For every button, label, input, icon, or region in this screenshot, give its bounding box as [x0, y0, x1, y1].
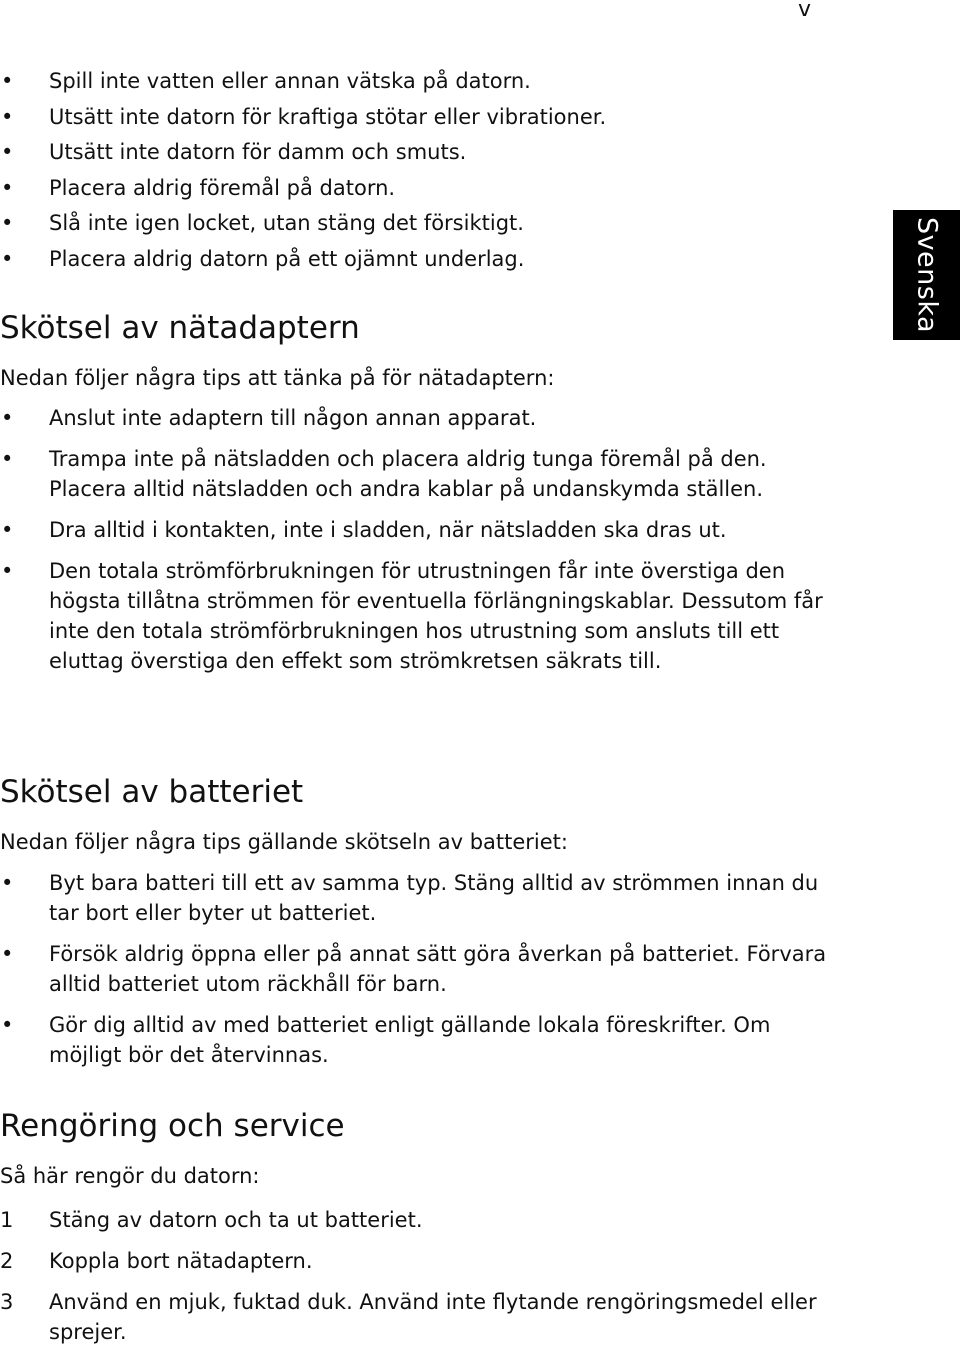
- section-intro-battery: Nedan följer några tips gällande skötseln av batteriet:: [0, 830, 568, 854]
- bullet-icon: •: [1, 69, 14, 93]
- bullet-icon: •: [1, 942, 14, 966]
- section-intro-adapter: Nedan följer några tips att tänka på för nätadaptern:: [0, 366, 555, 390]
- list-item: [0, 515, 830, 545]
- list-item: [0, 244, 830, 274]
- step-text: Använd en mjuk, fuktad duk. Använd inte flytande rengöringsmedel eller sprejer.: [49, 1290, 817, 1344]
- bullet-icon: •: [1, 140, 14, 164]
- list-item: [0, 1010, 830, 1070]
- list-item-text: Slå inte igen locket, utan stäng det försiktigt.: [49, 211, 524, 235]
- list-item-text: Utsätt inte datorn för damm och smuts.: [49, 140, 467, 164]
- list-item: [0, 173, 830, 203]
- list-item-text: Utsätt inte datorn för kraftiga stötar eller vibrationer.: [49, 104, 607, 129]
- list-item-text: Trampa inte på nätsladden och placera aldrig tunga föremål på den. Placera alltid nätsladden och andra kablar på undanskymda ställen.: [49, 447, 767, 501]
- bullet-icon: •: [1, 518, 14, 542]
- section-heading-battery: Skötsel av batteriet: [0, 774, 304, 810]
- language-tab-label: Svenska: [911, 216, 943, 334]
- step-number: 2: [0, 1249, 14, 1273]
- step-number: 1: [0, 1208, 14, 1232]
- bullet-icon: •: [1, 104, 14, 129]
- list-item: [0, 102, 830, 132]
- adapter-bullet-list: [0, 403, 830, 676]
- bullet-icon: •: [1, 211, 14, 235]
- step-item: [0, 1205, 830, 1235]
- page-number: v: [798, 0, 812, 22]
- section-heading-cleaning: Rengöring och service: [0, 1108, 345, 1144]
- list-item: [0, 939, 830, 999]
- list-item: [0, 137, 830, 167]
- bullet-icon: •: [1, 246, 14, 271]
- list-item: [0, 868, 830, 928]
- bullet-icon: •: [1, 559, 14, 583]
- bullet-icon: •: [1, 175, 14, 200]
- battery-bullet-list: [0, 868, 830, 1070]
- language-tab: [893, 210, 960, 340]
- care-bullet-list: [0, 66, 830, 274]
- list-item: [0, 66, 830, 96]
- step-number: 3: [0, 1290, 14, 1314]
- list-item-text: Placera aldrig föremål på datorn.: [49, 175, 396, 200]
- list-item: [0, 444, 830, 504]
- list-item-text: Spill inte vatten eller annan vätska på datorn.: [49, 69, 531, 93]
- list-item: [0, 208, 830, 238]
- step-item: [0, 1287, 830, 1347]
- list-item-text: Den totala strömförbrukningen för utrustningen får inte överstiga den högsta tillåtna strömmen för eventuella förlängningskablar. Dessutom får inte den totala strömförbrukningen hos utrustning som ansluts till ett eluttag överstiga den effekt som strömkretsen säkrats till.: [49, 559, 823, 673]
- bullet-icon: •: [1, 406, 14, 430]
- list-item-text: Placera aldrig datorn på ett ojämnt underlag.: [49, 246, 525, 271]
- section-intro-cleaning: Så här rengör du datorn:: [0, 1164, 260, 1188]
- bullet-icon: •: [1, 871, 14, 895]
- step-text: Stäng av datorn och ta ut batteriet.: [49, 1208, 423, 1232]
- list-item: [0, 556, 830, 676]
- list-item-text: Försök aldrig öppna eller på annat sätt göra åverkan på batteriet. Förvara alltid batteriet utom räckhåll för barn.: [49, 942, 827, 996]
- list-item-text: Anslut inte adaptern till någon annan apparat.: [49, 406, 537, 430]
- bullet-icon: •: [1, 1013, 14, 1037]
- list-item: [0, 403, 830, 433]
- section-heading-adapter: Skötsel av nätadaptern: [0, 310, 360, 346]
- list-item-text: Gör dig alltid av med batteriet enligt gällande lokala föreskrifter. Om möjligt bör det återvinnas.: [49, 1013, 771, 1067]
- list-item-text: Dra alltid i kontakten, inte i sladden, när nätsladden ska dras ut.: [49, 518, 727, 542]
- bullet-icon: •: [1, 447, 14, 471]
- cleaning-steps-list: [0, 1205, 830, 1347]
- step-item: [0, 1246, 830, 1276]
- step-text: Koppla bort nätadaptern.: [49, 1249, 313, 1273]
- list-item-text: Byt bara batteri till ett av samma typ. Stäng alltid av strömmen innan du tar bort eller byter ut batteriet.: [49, 871, 819, 925]
